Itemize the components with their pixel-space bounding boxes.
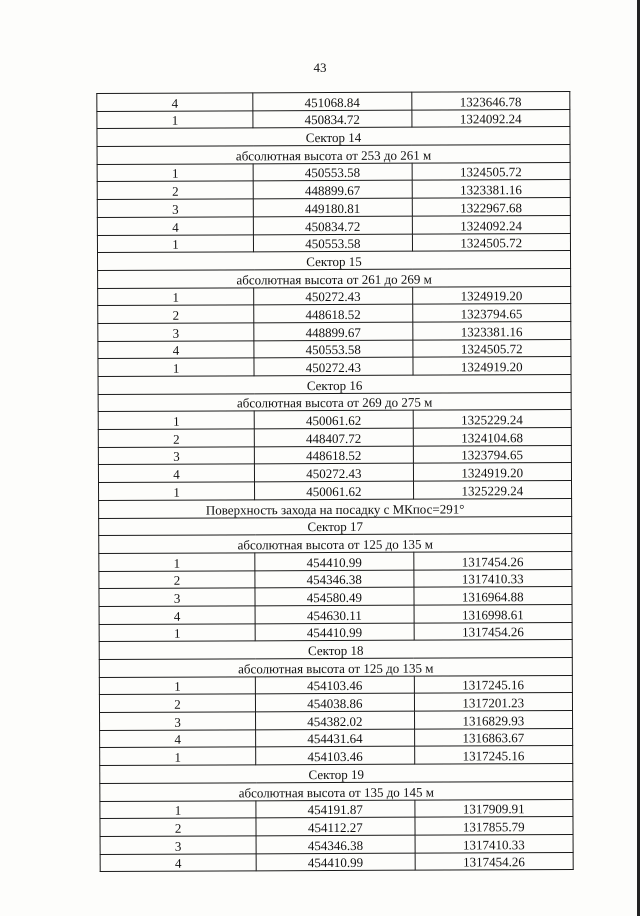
y-coordinate-cell: 1317245.16: [414, 746, 573, 764]
section-header-row: [98, 392, 571, 412]
x-coordinate-cell: 448899.67: [254, 322, 412, 340]
x-coordinate-cell: 454410.99: [255, 552, 413, 570]
table-row: [97, 215, 570, 235]
point-number-cell: 3: [99, 588, 255, 606]
table-row: [98, 410, 571, 430]
x-coordinate-cell: 450553.58: [253, 163, 411, 181]
y-coordinate-cell: 1324919.20: [413, 463, 572, 481]
x-coordinate-cell: 450272.43: [254, 357, 412, 375]
section-header-row: [99, 657, 572, 677]
y-coordinate-cell: 1316829.93: [414, 711, 573, 729]
section-header-text: Поверхность захода на посадку с МКпос=291°: [99, 498, 572, 518]
y-coordinate-cell: 1316863.67: [414, 728, 573, 746]
table-row: [98, 445, 571, 465]
table-row: [100, 799, 573, 819]
point-number-cell: 2: [99, 570, 255, 588]
page-number: 43: [313, 60, 327, 75]
section-header-row: [98, 268, 571, 288]
point-number-cell: 1: [97, 111, 253, 129]
y-coordinate-cell: 1317909.91: [414, 799, 573, 817]
y-coordinate-cell: 1317410.33: [415, 834, 574, 852]
x-coordinate-cell: 450553.58: [254, 234, 412, 252]
table-row: [99, 675, 572, 695]
table-row: [100, 834, 573, 854]
section-header-row: [100, 764, 573, 784]
point-number-cell: 3: [97, 199, 253, 217]
table-row: [99, 481, 572, 501]
point-number-cell: 2: [98, 305, 254, 323]
y-coordinate-cell: 1324505.72: [412, 162, 571, 180]
y-coordinate-cell: 1324919.20: [413, 357, 572, 375]
table-row: [97, 180, 570, 200]
point-number-cell: 1: [99, 482, 255, 500]
table-row: [100, 817, 573, 837]
y-coordinate-cell: 1317201.23: [414, 693, 573, 711]
x-coordinate-cell: 448407.72: [254, 428, 412, 446]
x-coordinate-cell: 449180.81: [253, 198, 411, 216]
section-header-row: [97, 145, 570, 165]
table-row: [99, 604, 572, 624]
section-header-row: [99, 498, 572, 518]
y-coordinate-cell: 1317245.16: [414, 675, 573, 693]
point-number-cell: 1: [98, 358, 254, 376]
y-coordinate-cell: 1324104.68: [413, 428, 572, 446]
table-row: [97, 91, 570, 111]
x-coordinate-cell: 448899.67: [253, 181, 411, 199]
x-coordinate-cell: 450272.43: [254, 287, 412, 305]
x-coordinate-cell: 450834.72: [253, 216, 411, 234]
x-coordinate-cell: 454580.49: [255, 587, 413, 605]
point-number-cell: 1: [99, 553, 255, 571]
x-coordinate-cell: 454410.99: [255, 623, 413, 641]
y-coordinate-cell: 1316998.61: [414, 604, 573, 622]
x-coordinate-cell: 454410.99: [256, 853, 414, 871]
y-coordinate-cell: 1316964.88: [414, 587, 573, 605]
x-coordinate-cell: 448618.52: [254, 446, 412, 464]
section-header-text: абсолютная высота от 125 до 135 м: [99, 657, 572, 677]
table-row: [98, 286, 571, 306]
y-coordinate-cell: 1322967.68: [412, 198, 571, 216]
point-number-cell: 1: [97, 164, 253, 182]
section-header-row: [97, 251, 570, 271]
table-row: [97, 109, 570, 129]
table-row: [99, 569, 572, 589]
y-coordinate-cell: 1323381.16: [412, 180, 571, 198]
y-coordinate-cell: 1323381.16: [412, 321, 571, 339]
table-row: [98, 357, 571, 377]
x-coordinate-cell: 454112.27: [256, 817, 414, 835]
x-coordinate-cell: 454191.87: [256, 800, 414, 818]
x-coordinate-cell: 450061.62: [254, 411, 412, 429]
point-number-cell: 4: [99, 606, 255, 624]
y-coordinate-cell: 1325229.24: [413, 481, 572, 499]
section-header-text: Сектор 17: [99, 516, 572, 536]
section-header-text: абсолютная высота от 135 до 145 м: [100, 781, 573, 801]
section-header-text: Сектор 19: [100, 764, 573, 784]
point-number-cell: 3: [98, 323, 254, 341]
y-coordinate-cell: 1317410.33: [413, 569, 572, 587]
table-row: [97, 233, 570, 253]
table-row: [98, 304, 571, 324]
table-row: [98, 463, 571, 483]
x-coordinate-cell: 451068.84: [253, 92, 411, 110]
y-coordinate-cell: 1323794.65: [413, 445, 572, 463]
x-coordinate-cell: 450061.62: [255, 481, 413, 499]
y-coordinate-cell: 1324092.24: [411, 109, 570, 127]
section-header-row: [97, 127, 570, 147]
section-header-text: абсолютная высота от 253 до 261 м: [97, 145, 570, 165]
point-number-cell: 4: [97, 93, 253, 111]
point-number-cell: 1: [98, 287, 254, 305]
x-coordinate-cell: 454346.38: [255, 570, 413, 588]
x-coordinate-cell: 450272.43: [255, 464, 413, 482]
y-coordinate-cell: 1325229.24: [413, 410, 572, 428]
section-header-row: [100, 781, 573, 801]
x-coordinate-cell: 454038.86: [256, 694, 414, 712]
table-row: [99, 587, 572, 607]
coordinates-table: [96, 91, 573, 872]
x-coordinate-cell: 454103.46: [256, 747, 414, 765]
table-row: [100, 728, 573, 748]
coordinates-table-body: [97, 91, 573, 871]
point-number-cell: 2: [99, 694, 255, 712]
point-number-cell: 4: [98, 464, 254, 482]
table-row: [99, 551, 572, 571]
section-header-text: абсолютная высота от 269 до 275 м: [98, 392, 571, 412]
section-header-text: абсолютная высота от 261 до 269 м: [98, 268, 571, 288]
point-number-cell: 1: [99, 623, 255, 641]
table-row: [98, 321, 571, 341]
section-header-text: Сектор 16: [98, 374, 571, 394]
section-header-text: абсолютная высота от 125 до 135 м: [99, 534, 572, 554]
table-row: [97, 198, 570, 218]
table-row: [100, 711, 573, 731]
point-number-cell: 1: [97, 234, 253, 252]
section-header-row: [99, 640, 572, 660]
x-coordinate-cell: 448618.52: [254, 304, 412, 322]
point-number-cell: 3: [100, 712, 256, 730]
table-row: [98, 428, 571, 448]
table-row: [100, 852, 573, 872]
y-coordinate-cell: 1324505.72: [412, 233, 571, 251]
y-coordinate-cell: 1317454.26: [413, 551, 572, 569]
table-row: [100, 746, 573, 766]
y-coordinate-cell: 1323794.65: [412, 304, 571, 322]
section-header-row: [98, 374, 571, 394]
table-row: [97, 162, 570, 182]
point-number-cell: 1: [98, 411, 254, 429]
point-number-cell: 4: [100, 853, 256, 871]
x-coordinate-cell: 454103.46: [255, 676, 413, 694]
section-header-row: [99, 516, 572, 536]
x-coordinate-cell: 454382.02: [256, 711, 414, 729]
point-number-cell: 2: [98, 429, 254, 447]
y-coordinate-cell: 1324505.72: [412, 339, 571, 357]
y-coordinate-cell: 1323646.78: [411, 91, 570, 109]
y-coordinate-cell: 1324919.20: [412, 286, 571, 304]
table-row: [98, 339, 571, 359]
x-coordinate-cell: 454346.38: [256, 835, 414, 853]
section-header-text: Сектор 15: [97, 251, 570, 271]
y-coordinate-cell: 1317454.26: [414, 622, 573, 640]
point-number-cell: 1: [100, 800, 256, 818]
y-coordinate-cell: 1317454.26: [415, 852, 574, 870]
point-number-cell: 4: [97, 217, 253, 235]
x-coordinate-cell: 450553.58: [254, 340, 412, 358]
y-coordinate-cell: 1317855.79: [415, 817, 574, 835]
point-number-cell: 4: [100, 730, 256, 748]
x-coordinate-cell: 450834.72: [253, 110, 411, 128]
point-number-cell: 2: [100, 818, 256, 836]
point-number-cell: 3: [100, 836, 256, 854]
point-number-cell: 3: [98, 447, 254, 465]
y-coordinate-cell: 1324092.24: [412, 215, 571, 233]
table-row: [99, 622, 572, 642]
point-number-cell: 4: [98, 340, 254, 358]
x-coordinate-cell: 454431.64: [256, 729, 414, 747]
section-header-text: Сектор 14: [97, 127, 570, 147]
point-number-cell: 1: [100, 747, 256, 765]
section-header-row: [99, 534, 572, 554]
point-number-cell: 1: [99, 677, 255, 695]
table-row: [99, 693, 572, 713]
section-header-text: Сектор 18: [99, 640, 572, 660]
point-number-cell: 2: [97, 181, 253, 199]
x-coordinate-cell: 454630.11: [255, 605, 413, 623]
